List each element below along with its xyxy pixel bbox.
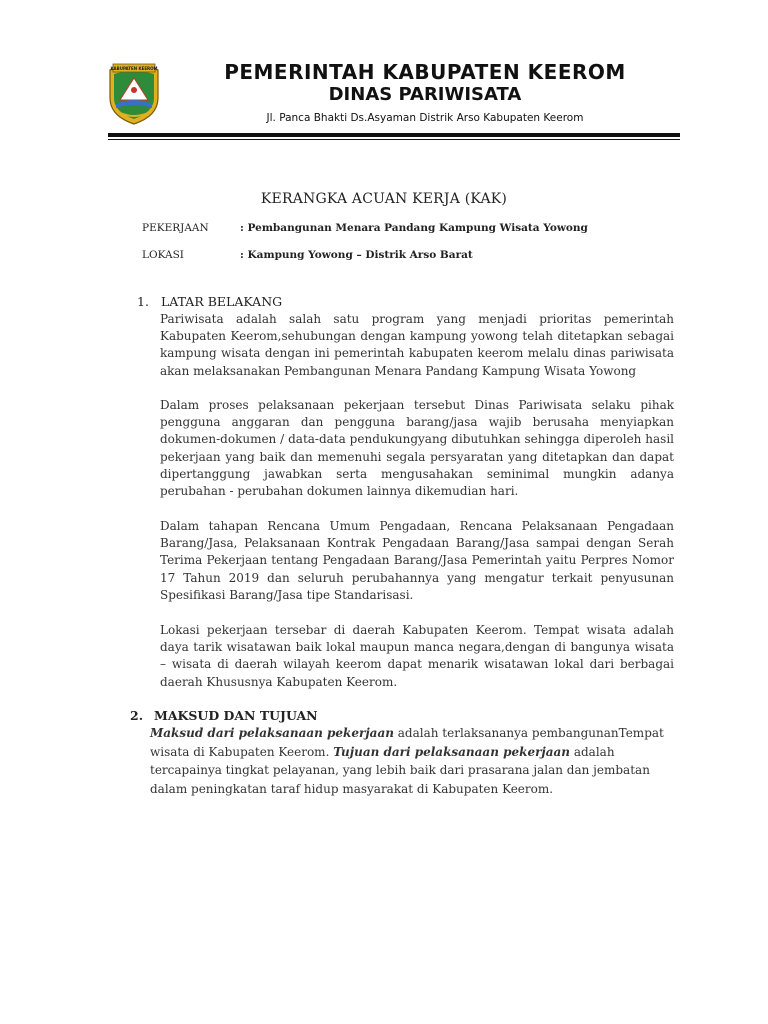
meta-value: : Kampung Yowong – Distrik Arso Barat [240,249,473,261]
paragraph-maksud-tujuan [150,724,680,798]
document-title: KERANGKA ACUAN KERJA (KAK) [260,191,508,207]
meta-label: LOKASI [142,249,184,261]
crest-banner-text: KABUPATEN KEEROM [110,66,158,72]
term-tujuan: Tujuan dari pelaksanaan pekerjaan [333,744,571,759]
letterhead-divider-thick [108,133,680,137]
section-heading-maksud-tujuan [130,708,318,723]
meta-row-pekerjaan [142,222,588,234]
meta-row-lokasi [142,249,473,261]
paragraph-3: Dalam tahapan Rencana Umum Pengadaan, Rencana Pelaksanaan Pengadaan Barang/Jasa, Pelaksanaan Kontrak Pengadaan Barang/Jasa sampai dengan Serah Terima Pekerjaan tentang Pengadaan Barang/Jasa Pemerintah yaitu Perpres Nomor 17 Tahun 2019 dan seluruh perubahannya yang mengatur terkait penyusunan Spesifikasi Barang/Jasa tipe Standarisasi. [160,519,674,602]
government-name: PEMERINTAH KABUPATEN KEEROM [224,60,626,84]
text-maksud: adalah terlaksananya pembangunanTempat wisata di Kabupaten Keerom. [150,726,664,759]
paragraph-4: Lokasi pekerjaan tersebar di daerah Kabupaten Keerom. Tempat wisata adalah daya tarik wisatawan baik lokal maupun manca negara,dengan di bangunya wisata – wisata di daerah wilayah keerom dapat menarik wisatawan lokal dari berbagai daerah Khususnya Kabupaten Keerom. [160,623,674,689]
letterhead-divider-thin [108,139,680,140]
crest-icon [106,60,162,126]
section-number: 1. [137,294,149,309]
paragraph-2: Dalam proses pelaksanaan pekerjaan tersebut Dinas Pariwisata selaku pihak pengguna anggaran dan pengguna barang/jasa wajib berusaha menyiapkan dokumen-dokumen / data-data pendukungyang dibutuhkan sehingga diperoleh hasil pekerjaan yang baik dan memenuhi segala persyaratan yang ditetapkan dan dapat dipertanggung jawabkan serta mengusahakan seminimal mungkin adanya perubahan - perubahan dokumen lainnya dikemudian hari. [160,398,674,499]
text-tujuan: adalah tercapainya tingkat pelayanan, yang lebih baik dari prasarana jalan dan jembatan dalam peningkatan taraf hidup masyarakat di Kabupaten Keerom. [150,744,650,796]
kabupaten-crest-logo [106,60,162,126]
section-title: MAKSUD DAN TUJUAN [154,708,318,723]
meta-value: : Pembangunan Menara Pandang Kampung Wisata Yowong [240,222,588,234]
office-address: Jl. Panca Bhakti Ds.Asyaman Distrik Arso Kabupaten Keerom [266,112,584,124]
paragraph-1: Pariwisata adalah salah satu program yang menjadi prioritas pemerintah Kabupaten Keerom,sehubungan dengan kampung yowong telah ditetapkan sebagai kampung wisata dengan ini pemerintah kabupaten keerom melalu dinas pariwisata akan melaksanakan Pembangunan Menara Pandang Kampung Wisata Yowong [160,312,674,378]
term-maksud: Maksud dari pelaksanaan pekerjaan [150,726,394,740]
department-name: DINAS PARIWISATA [328,84,522,105]
section-heading-latar-belakang [137,294,282,309]
section-number: 2. [130,708,144,723]
section-title: LATAR BELAKANG [161,294,283,309]
meta-label: PEKERJAAN [142,222,209,234]
letterhead [190,60,660,124]
